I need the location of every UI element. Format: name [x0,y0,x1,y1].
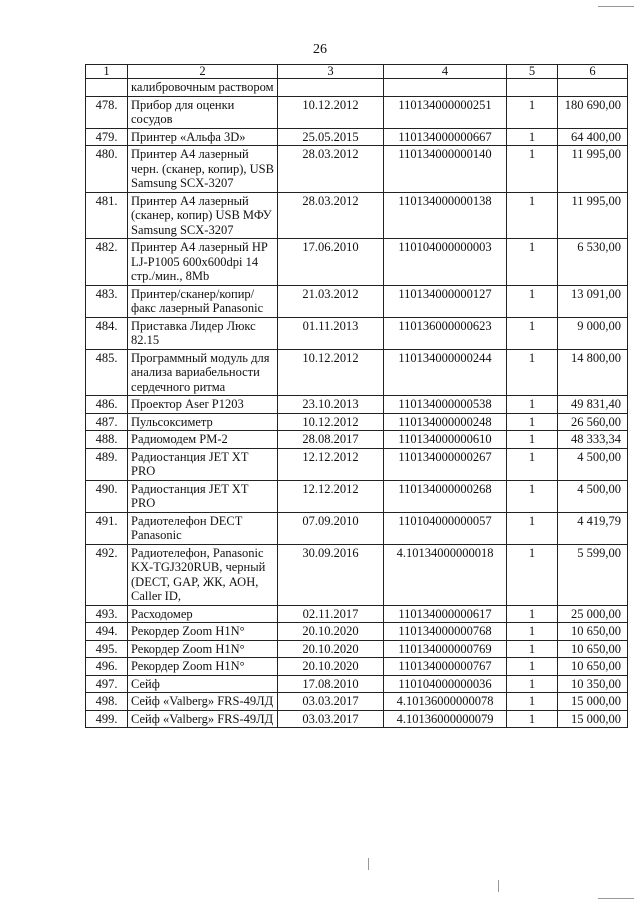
inventory-code-cell: 110104000000003 [384,239,507,286]
acquisition-date-cell: 10.12.2012 [278,96,384,128]
inventory-code-cell: 110134000000610 [384,431,507,449]
cost-cell: 15 000,00 [558,693,628,711]
quantity-cell: 1 [507,239,558,286]
item-name-cell: Сейф «Valberg» FRS-49ЛД [128,710,278,728]
cost-cell: 11 995,00 [558,146,628,193]
row-number-cell: 485. [86,349,128,396]
acquisition-date-cell: 03.03.2017 [278,693,384,711]
inventory-code-cell: 110134000000127 [384,285,507,317]
scan-artifact [498,880,499,892]
row-number-cell: 491. [86,512,128,544]
item-name-cell: Радиомодем РМ-2 [128,431,278,449]
row-number-cell: 480. [86,146,128,193]
acquisition-date-cell: 02.11.2017 [278,605,384,623]
row-number-cell: 499. [86,710,128,728]
table-row [86,413,628,431]
item-name-cell: Рекордер Zoom H1N° [128,640,278,658]
inventory-code-cell: 110134000000248 [384,413,507,431]
table-row [86,512,628,544]
quantity-cell: 1 [507,480,558,512]
table-row [86,96,628,128]
item-name-cell: калибровочным раствором [128,79,278,97]
quantity-cell: 1 [507,349,558,396]
cost-cell: 26 560,00 [558,413,628,431]
quantity-cell: 1 [507,413,558,431]
acquisition-date-cell: 20.10.2020 [278,658,384,676]
item-name-cell: Принтер/сканер/копир/ факс лазерный Panasonic [128,285,278,317]
page-number: 26 [313,42,327,57]
inventory-code-cell [384,79,507,97]
acquisition-date-cell: 03.03.2017 [278,710,384,728]
table-row [86,396,628,414]
table-row [86,448,628,480]
quantity-cell: 1 [507,96,558,128]
table-row [86,544,628,605]
cost-cell: 14 800,00 [558,349,628,396]
row-number-cell: 488. [86,431,128,449]
row-number-cell: 494. [86,623,128,641]
table-row [86,480,628,512]
table-row [86,317,628,349]
quantity-cell [507,79,558,97]
cost-cell: 15 000,00 [558,710,628,728]
acquisition-date-cell [278,79,384,97]
acquisition-date-cell: 28.03.2012 [278,192,384,239]
inventory-table-body [86,65,628,728]
row-number-cell: 481. [86,192,128,239]
inventory-code-cell: 4.10134000000018 [384,544,507,605]
item-name-cell: Расходомер [128,605,278,623]
cost-cell: 9 000,00 [558,317,628,349]
cost-cell: 4 419,79 [558,512,628,544]
row-number-cell: 489. [86,448,128,480]
table-row [86,693,628,711]
item-name-cell: Рекордер Zoom H1N° [128,658,278,676]
row-number-cell: 493. [86,605,128,623]
acquisition-date-cell: 23.10.2013 [278,396,384,414]
row-number-cell: 482. [86,239,128,286]
table-row [86,349,628,396]
column-number: 3 [278,65,384,79]
scan-artifact [598,6,634,7]
quantity-cell: 1 [507,128,558,146]
quantity-cell: 1 [507,544,558,605]
quantity-cell: 1 [507,396,558,414]
inventory-code-cell: 110134000000251 [384,96,507,128]
cost-cell: 4 500,00 [558,448,628,480]
row-number-cell: 498. [86,693,128,711]
cost-cell: 49 831,40 [558,396,628,414]
continuation-row [86,79,628,97]
cost-cell: 180 690,00 [558,96,628,128]
inventory-code-cell: 110136000000623 [384,317,507,349]
cost-cell: 10 650,00 [558,658,628,676]
inventory-code-cell: 110134000000767 [384,658,507,676]
table-row [86,192,628,239]
cost-cell: 10 650,00 [558,623,628,641]
quantity-cell: 1 [507,285,558,317]
column-number-row [86,65,628,79]
acquisition-date-cell: 25.05.2015 [278,128,384,146]
inventory-table [85,64,628,728]
cost-cell: 6 530,00 [558,239,628,286]
inventory-code-cell: 110134000000140 [384,146,507,193]
column-number: 2 [128,65,278,79]
column-number: 6 [558,65,628,79]
item-name-cell: Радиостанция JET XT PRO [128,480,278,512]
item-name-cell: Приставка Лидер Люкс 82.15 [128,317,278,349]
column-number: 4 [384,65,507,79]
row-number-cell: 496. [86,658,128,676]
acquisition-date-cell: 28.03.2012 [278,146,384,193]
inventory-code-cell: 110104000000036 [384,675,507,693]
row-number-cell: 479. [86,128,128,146]
acquisition-date-cell: 12.12.2012 [278,480,384,512]
item-name-cell: Принтер А4 лазерный HP LJ-P1005 600x600dpi 14 стр./мин., 8Mb [128,239,278,286]
acquisition-date-cell: 10.12.2012 [278,349,384,396]
quantity-cell: 1 [507,605,558,623]
row-number-cell: 490. [86,480,128,512]
row-number-cell [86,79,128,97]
quantity-cell: 1 [507,192,558,239]
cost-cell: 64 400,00 [558,128,628,146]
inventory-code-cell: 110134000000538 [384,396,507,414]
row-number-cell: 492. [86,544,128,605]
column-number: 1 [86,65,128,79]
acquisition-date-cell: 28.08.2017 [278,431,384,449]
inventory-code-cell: 110134000000244 [384,349,507,396]
row-number-cell: 487. [86,413,128,431]
inventory-code-cell: 110134000000268 [384,480,507,512]
inventory-code-cell: 110134000000138 [384,192,507,239]
acquisition-date-cell: 20.10.2020 [278,640,384,658]
row-number-cell: 497. [86,675,128,693]
cost-cell: 13 091,00 [558,285,628,317]
row-number-cell: 495. [86,640,128,658]
inventory-code-cell: 110104000000057 [384,512,507,544]
item-name-cell: Принтер А4 лазерный черн. (сканер, копир), USB Samsung SCX-3207 [128,146,278,193]
item-name-cell: Сейф «Valberg» FRS-49ЛД [128,693,278,711]
table-row [86,605,628,623]
table-row [86,239,628,286]
acquisition-date-cell: 30.09.2016 [278,544,384,605]
table-row [86,285,628,317]
row-number-cell: 478. [86,96,128,128]
quantity-cell: 1 [507,146,558,193]
item-name-cell: Радиотелефон, Panasonic KX-TGJ320RUB, черный (DECT, GAP, ЖК, АОН, Caller ID, [128,544,278,605]
item-name-cell: Проектор Aser P1203 [128,396,278,414]
item-name-cell: Рекордер Zoom H1N° [128,623,278,641]
item-name-cell: Пульсоксиметр [128,413,278,431]
cost-cell: 48 333,34 [558,431,628,449]
acquisition-date-cell: 17.08.2010 [278,675,384,693]
cost-cell: 25 000,00 [558,605,628,623]
acquisition-date-cell: 20.10.2020 [278,623,384,641]
cost-cell [558,79,628,97]
scan-artifact [598,898,634,899]
inventory-code-cell: 110134000000267 [384,448,507,480]
inventory-code-cell: 110134000000769 [384,640,507,658]
table-row [86,675,628,693]
quantity-cell: 1 [507,710,558,728]
scan-artifact [368,858,369,870]
quantity-cell: 1 [507,512,558,544]
table-row [86,640,628,658]
quantity-cell: 1 [507,675,558,693]
inventory-code-cell: 110134000000768 [384,623,507,641]
inventory-code-cell: 110134000000667 [384,128,507,146]
inventory-code-cell: 110134000000617 [384,605,507,623]
quantity-cell: 1 [507,693,558,711]
acquisition-date-cell: 10.12.2012 [278,413,384,431]
item-name-cell: Программный модуль для анализа вариабельности сердечного ритма [128,349,278,396]
cost-cell: 10 350,00 [558,675,628,693]
column-number: 5 [507,65,558,79]
row-number-cell: 486. [86,396,128,414]
acquisition-date-cell: 01.11.2013 [278,317,384,349]
inventory-code-cell: 4.10136000000079 [384,710,507,728]
table-row [86,431,628,449]
row-number-cell: 484. [86,317,128,349]
table-row [86,658,628,676]
quantity-cell: 1 [507,431,558,449]
quantity-cell: 1 [507,640,558,658]
item-name-cell: Радиотелефон DECT Panasonic [128,512,278,544]
table-row [86,146,628,193]
quantity-cell: 1 [507,623,558,641]
item-name-cell: Принтер «Альфа 3D» [128,128,278,146]
cost-cell: 5 599,00 [558,544,628,605]
quantity-cell: 1 [507,317,558,349]
item-name-cell: Сейф [128,675,278,693]
quantity-cell: 1 [507,448,558,480]
inventory-code-cell: 4.10136000000078 [384,693,507,711]
cost-cell: 10 650,00 [558,640,628,658]
acquisition-date-cell: 21.03.2012 [278,285,384,317]
table-row [86,128,628,146]
table-row [86,623,628,641]
cost-cell: 11 995,00 [558,192,628,239]
item-name-cell: Прибор для оценки сосудов [128,96,278,128]
row-number-cell: 483. [86,285,128,317]
cost-cell: 4 500,00 [558,480,628,512]
table-row [86,710,628,728]
item-name-cell: Радиостанция JET XT PRO [128,448,278,480]
acquisition-date-cell: 17.06.2010 [278,239,384,286]
acquisition-date-cell: 12.12.2012 [278,448,384,480]
acquisition-date-cell: 07.09.2010 [278,512,384,544]
quantity-cell: 1 [507,658,558,676]
item-name-cell: Принтер А4 лазерный (сканер, копир) USB МФУ Samsung SCX-3207 [128,192,278,239]
